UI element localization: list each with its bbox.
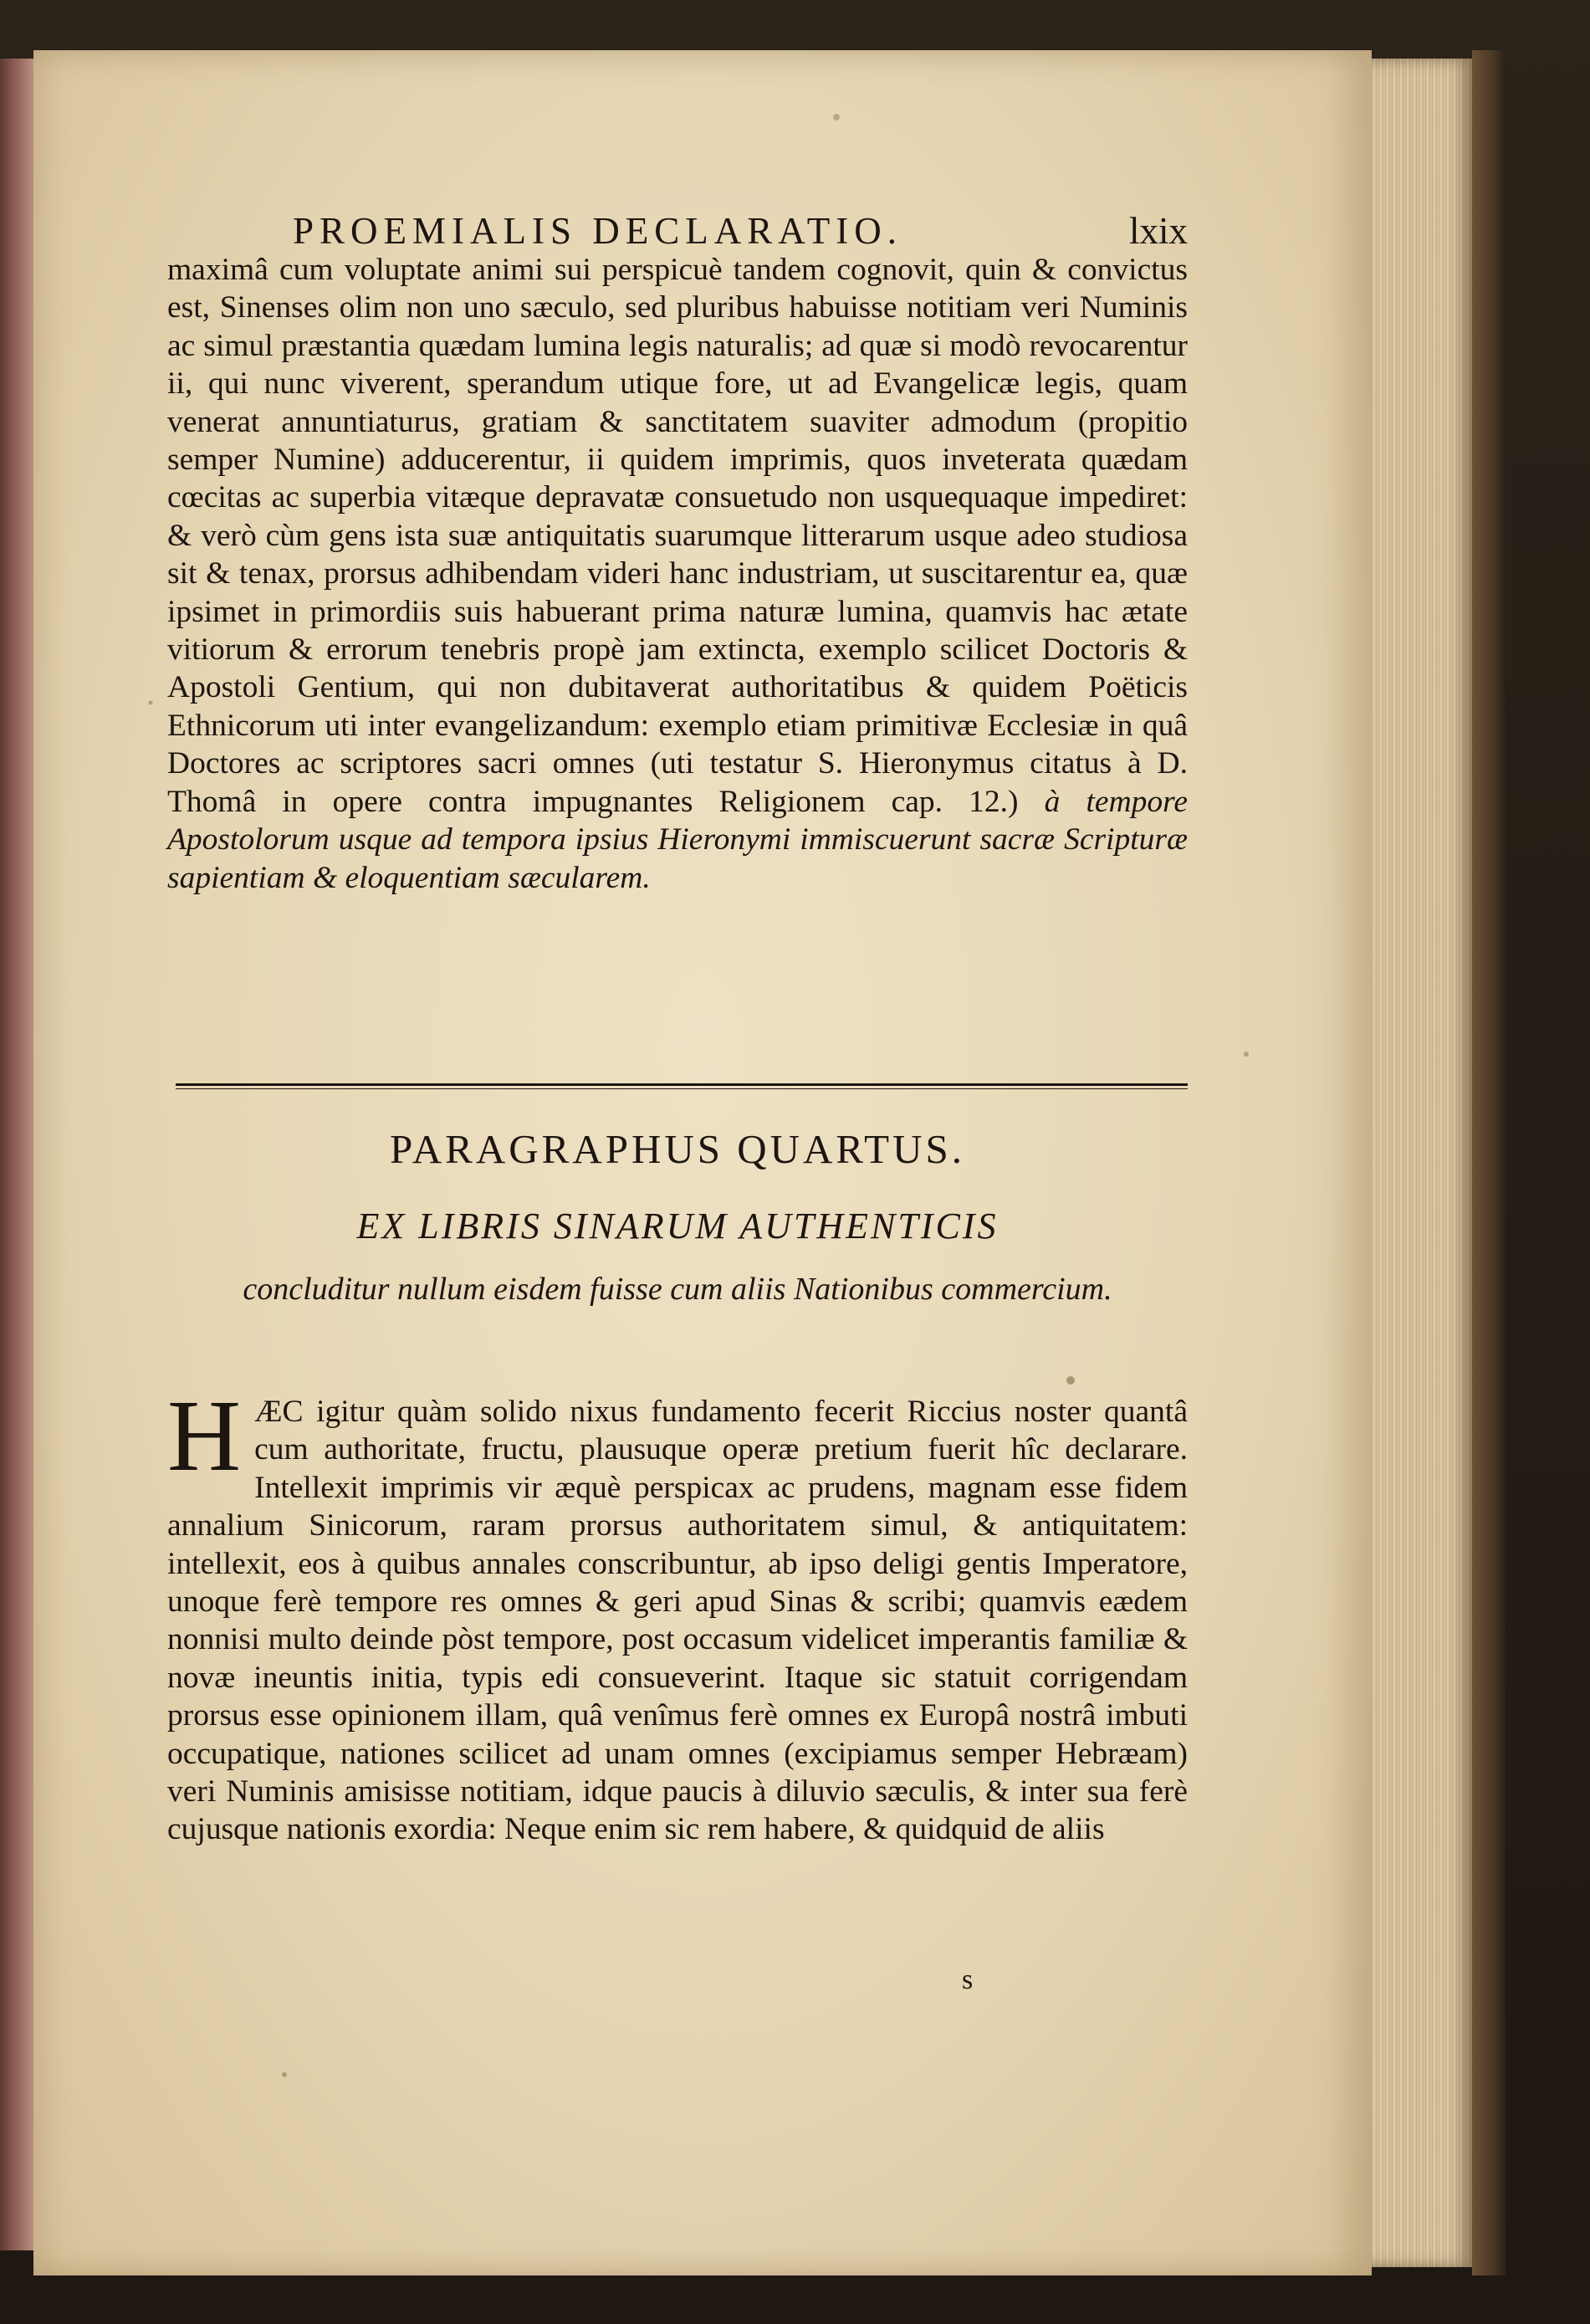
paragraph-text: ÆC igitur quàm solido nixus fundamento fecerit Riccius noster quantâ cum authoritate, fructu, plausuque operæ pretium fuerit hîc declarare. Intellexit imprimis vir æquè perspicax ac prudens, magnam esse fidem annalium Sinicorum, raram prorsus authoritatem simul, & antiquitatem: intellexit, eos à quibus annales conscribuntur, ab ipso deligi gentis Imperatore, unoque ferè tempore res omnes & geri apud Sinas & scribi; quamvis eædem nonnisi multo deinde pòst tempore, post occasum videlicet imperantis familiæ & novæ ineuntis initia, typis edi consueverint. Itaque sic statuit corrigendam prorsus esse opinionem illam, quâ venîmus ferè omnes ex Europâ nostrâ imbuti occupatique, nationes scilicet ad unam omnes (excipiamus semper Hebræam) veri Numinis amisisse notitiam, idque paucis à diluvio sæculis, & inter sua ferè cujusque nationis exordia: Neque enim sic rem habere, & quidquid de aliis [167, 1395, 1188, 1847]
signature-mark: s [962, 1964, 974, 1995]
section-divider-rule [176, 1083, 1188, 1089]
drop-cap-letter: H [167, 1380, 242, 1492]
book-cover-edge [1472, 50, 1506, 2275]
section-description: concluditur nullum eisdem fuisse cum aliis Nationibus commercium. [243, 1272, 1112, 1307]
section-subtitle: EX LIBRIS SINARUM AUTHENTICIS [356, 1206, 999, 1246]
paragraph-continued [167, 251, 1188, 897]
section-title: PARAGRAPHUS QUARTUS. [390, 1126, 965, 1172]
paragraph-italic-quote: à tempore Apostolorum usque ad tempora ipsius Hieronymi immiscuerunt sacræ Scripturæ sapientiam & eloquentiam sæcularem. [167, 784, 1189, 895]
facing-page-edge [0, 59, 33, 2250]
paragraph-text: maximâ cum voluptate animi sui perspicuè tandem cognovit, quin & convictus est, Sinenses olim non uno sæculo, sed pluribus habuisse notitiam veri Numinis ac simul præstantia quædam lumina legis naturalis; ad quæ si modò revocarentur ii, qui nunc viverent, sperandum utique fore, ut ad Evangelicæ legis, quam venerat annuntiaturus, gratiam & sanctitatem suaviter admodum (propitio semper Numine) adducerentur, ii quidem imprimis, quos inveterata quædam cœcitas ac superbia vitæque depravatæ consuetudo non usquequaque impediret: & verò cùm gens ista suæ antiquitatis suarumque litterarum usque adeo studiosa sit & tenax, prorsus adhibendam videri hanc industriam, ut suscitarentur ea, quæ ipsimet in primordiis suis habuerant prima naturæ lumina, quamvis hac ætate vitiorum & errorum tenebris propè jam extincta, exemplo scilicet Doctoris & Apostoli Gentium, qui non dubitaverat authoritatibus & quidem Poëticis Ethnicorum uti inter evangelizandum: exemplo etiam primitivæ Ecclesiæ in quâ Doctores ac scriptores sacri omnes (uti testatur S. Hieronymus citatus à D. Thomâ in opere contra impugnantes Religionem cap. 12.) [167, 253, 1188, 819]
folio-number: lxix [1128, 210, 1188, 252]
page-block-fore-edge [1363, 59, 1472, 2267]
section-body-paragraph [167, 1380, 1188, 1849]
running-head-title: PROEMIALIS DECLARATIO. [293, 210, 903, 252]
